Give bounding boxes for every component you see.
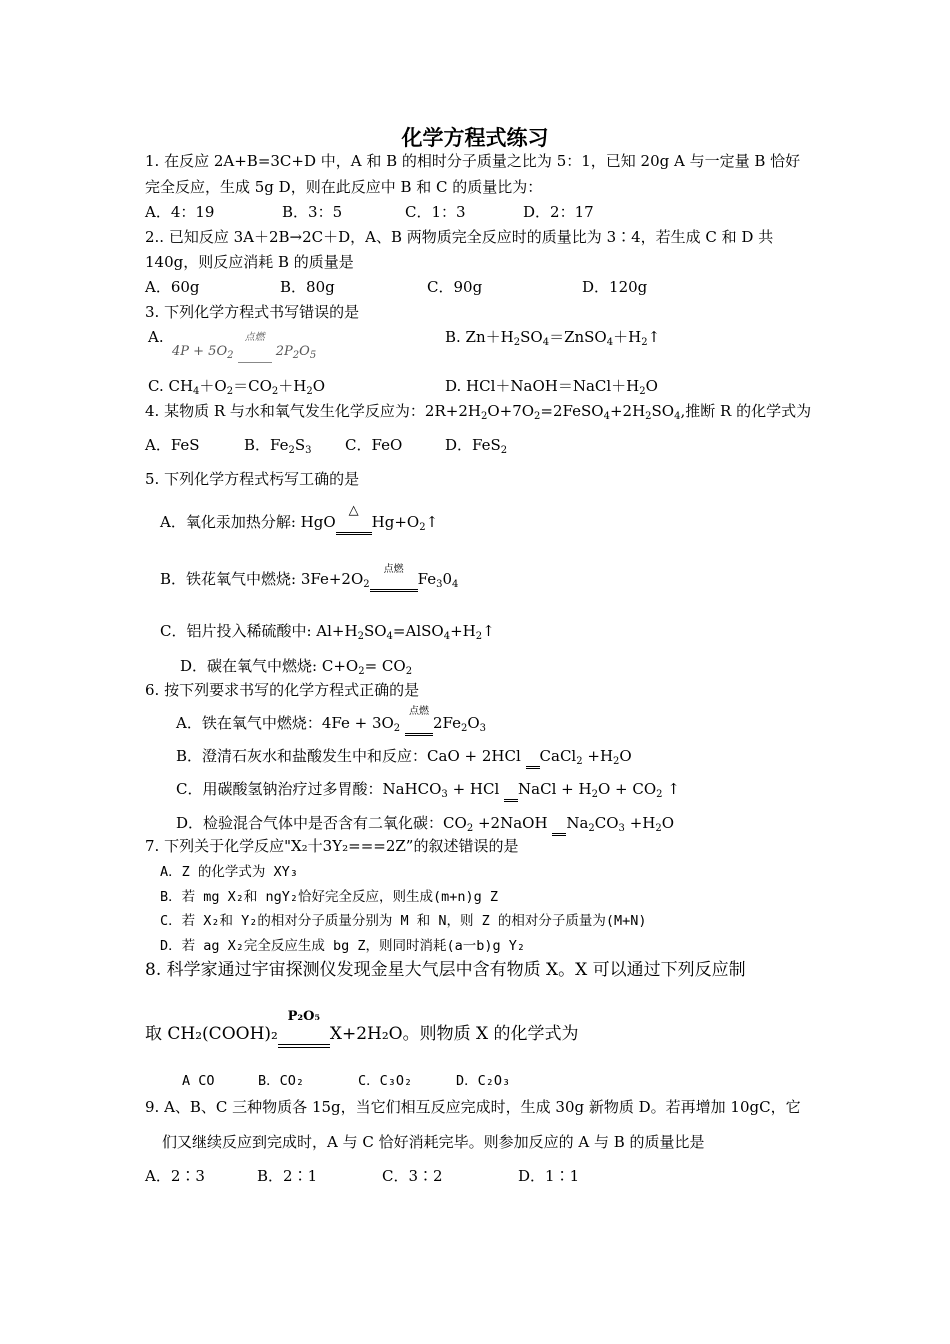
q9-option-d: D．1∶1: [518, 1167, 580, 1185]
q6-option-a: A．铁在氧气中燃烧：$4Fe + 3O_2$ 点燃 $2Fe_2O_3$: [176, 706, 487, 734]
q9-option-a: A．2∶3: [145, 1167, 205, 1185]
q1-stem-line1: 1. 在反应 2A+B=3C+D 中，A 和 B 的相时分子质量之比为 5：1，已知 20g A 与一定量 B 恰好: [145, 152, 801, 170]
q7-option-d: D．若 ag X₂完全反应生成 bg Z，则同时消耗(a一b)g Y₂: [160, 938, 526, 954]
q6-option-b: B．澄清石灰水和盐酸发生中和反应：CaO + 2HCl CaCl$_2$ $+H_2O$: [176, 747, 632, 767]
q2-option-c: C．90g: [427, 278, 483, 296]
q2-option-d: D．120g: [582, 278, 648, 296]
q9-stem-line1: 9. A、B、C 三种物质各 15g，当它们相互反应完成时，生成 30g 新物质 D。若再增加 10gC，它: [145, 1098, 801, 1116]
q8-option-b: B．CO₂: [258, 1073, 305, 1089]
q8-option-d: D．C₂O₃: [456, 1073, 511, 1089]
q3-option-c: C. $CH_4+O_2=CO_2+H_2O$: [148, 377, 326, 397]
q5-option-b: B．铁花氧气中燃烧: $3Fe+2O_2$ 点燃 $Fe_30_4$: [160, 564, 459, 590]
q2-option-a: A．60g: [145, 278, 200, 296]
q7-stem: 7. 下列关于化学反应"X₂十3Y₂===2Z”的叙述错误的是: [145, 837, 519, 855]
q8-option-c: C．C₃O₂: [358, 1073, 413, 1089]
q4-option-a: A．FeS: [145, 436, 200, 454]
q2-stem-line2: 140g，则反应消耗 B 的质量是: [145, 253, 354, 271]
q3-option-a-label: A.: [148, 328, 164, 346]
q5-option-c: C．铝片投入稀硫酸中: $Al+H_2SO_4=AlSO_4+H_2↑$: [160, 622, 495, 642]
q9-option-b: B．2∶1: [257, 1167, 318, 1185]
q5-option-d: D．碳在氧气中燃烧: $C+O_2= CO_2$: [180, 657, 413, 677]
q5-stem: 5. 下列化学方程式杇写工确的是: [145, 470, 360, 488]
q7-option-b: B．若 mg X₂和 ngY₂恰好完全反应，则生成(m+n)g Z: [160, 889, 499, 905]
q3-stem: 3. 下列化学方程式书写错误的是: [145, 303, 360, 321]
q9-option-c: C．3∶2: [382, 1167, 443, 1185]
q9-stem-line2: 们又继续反应到完成时，A 与 C 恰好消耗完毕。则参加反应的 A 与 B 的质量比是: [162, 1133, 705, 1151]
q1-option-c: C．1：3: [405, 203, 466, 221]
q1-option-b: B．3：5: [282, 203, 343, 221]
q4-option-d: D．FeS$_2$: [445, 436, 508, 456]
q3-option-a-equation: $4P + 5O_2$ 点燃 $2P_2O_5$: [172, 332, 317, 361]
q3-option-d: D. $HCl+NaOH=NaCl+H_2O$: [445, 377, 658, 397]
q1-stem-line2: 完全反应，生成 5g D，则在此反应中 B 和 C 的质量比为：: [145, 178, 543, 196]
q8-option-a: A CO: [182, 1073, 215, 1089]
q7-option-a: A．Z 的化学式为 XY₃: [160, 864, 298, 880]
q2-stem-line1: 2.. 已知反应 3A＋2B→2C＋D，A、B 两物质完全反应时的质量比为 3∶4，若生成 C 和 D 共: [145, 228, 774, 246]
q4-option-c: C．FeO: [345, 436, 403, 454]
q5-option-a: A．氧化汞加热分解: HgO △ $Hg+O_2↑$: [160, 503, 439, 533]
q4-option-b: B．$Fe_2S_3$: [244, 436, 312, 456]
q8-stem-line2: 取 CH₂(COOH)₂ P₂O₅ X+2H₂O。则物质 X 的化学式为: [145, 1024, 579, 1048]
q3-option-b: B. $Zn+H_2SO_4=ZnSO_4+H_2↑$: [445, 328, 661, 348]
q6-option-d: D．检验混合气体中是否含有二氧化碳：$CO_2$ +2NaOH $Na_2CO_3 +H_2O$: [176, 814, 675, 834]
q7-option-c: C．若 X₂和 Y₂的相对分子质量分别为 M 和 N，则 Z 的相对分子质量为(M+N): [160, 913, 647, 929]
q6-stem: 6. 按下列要求书写的化学方程式正确的是: [145, 681, 420, 699]
q1-option-a: A．4：19: [145, 203, 215, 221]
q8-stem-line1: 8. 科学家通过宇宙探测仪发现金星大气层中含有物质 X。X 可以通过下列反应制: [145, 960, 746, 980]
q1-option-d: D．2：17: [523, 203, 594, 221]
page-title: 化学方程式练习: [401, 126, 549, 150]
q6-option-c: C．用碳酸氢钠治疗过多胃酸：NaHCO$_3$ + HCl NaCl + $H_2O + CO_2$ ↑: [176, 780, 680, 800]
q2-option-b: B．80g: [280, 278, 335, 296]
q4-stem: 4. 某物质 R 与水和氧气发生化学反应为：$2R+2H_2O+7O_2=2FeSO_4+2H_2SO_4$,推断 R 的化学式为: [145, 402, 812, 422]
